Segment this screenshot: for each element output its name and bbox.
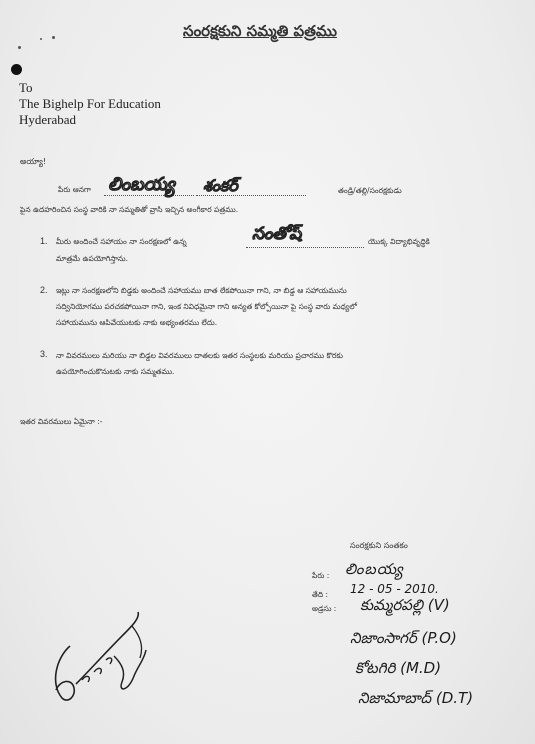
item-number: 1. bbox=[40, 236, 48, 246]
handwritten-date: 12 - 05 - 2010. bbox=[350, 582, 439, 596]
student-signature bbox=[48, 606, 158, 710]
signature-stroke bbox=[76, 612, 138, 684]
to-label: To bbox=[19, 80, 33, 95]
punch-hole-dot bbox=[11, 64, 22, 75]
item-3-text-line1: నా వివరములు మరియు నా బిడ్డల వివరములు దాతలకు ఇతర సంస్థలకు మరియు ప్రచారము కొరకు bbox=[56, 351, 343, 360]
handwritten-address-line: నిజామాబాద్ (D.T) bbox=[358, 689, 474, 707]
recipient-city: Hyderabad bbox=[19, 112, 77, 127]
handwritten-father-name: లింబయ్య bbox=[108, 174, 175, 195]
signature-stroke bbox=[56, 646, 75, 700]
recipient-org: The Bighelp For Education bbox=[19, 96, 161, 111]
guardian-signature-label: సంరక్షకుని సంతకం bbox=[350, 541, 408, 550]
item-1-text-prefix: మీరు అందించే సహాయం నా సంరక్షణలో ఉన్న bbox=[56, 237, 187, 246]
scan-speck bbox=[18, 46, 21, 49]
item-2-text-line1: ఇట్లు నా సంరక్షణలోని బిడ్డకు అందించే సహాయము బాత లేకపోయినా గాని, నా బిడ్డ ఆ సహాయమును bbox=[56, 286, 347, 295]
date-label: తేది : bbox=[312, 590, 329, 599]
item-2-text-line2: సద్వినియోగము పరచకపోయినా గాని, ఇంక నివిధమైనా గాని అన్యత కోల్పోయినా పై సంస్థ వారు మధ్యలో bbox=[56, 302, 357, 311]
handwritten-student-name: సంతోష్ bbox=[252, 224, 302, 244]
item-number: 2. bbox=[40, 285, 48, 295]
handwritten-address-line: కోటగిరి (M.D) bbox=[355, 659, 442, 677]
address-label: అడ్రసు : bbox=[312, 604, 337, 613]
salutation: అయ్యా! bbox=[20, 157, 47, 166]
scan-speck bbox=[40, 38, 42, 40]
handwritten-address-line: కుమ్మరపల్లి (V) bbox=[360, 596, 450, 614]
handwritten-surname: శంకర్ bbox=[203, 176, 238, 195]
item-number: 3. bbox=[40, 349, 48, 359]
item-1-text-suffix: యొక్క విద్యాభివృద్ధికి bbox=[368, 237, 430, 246]
signature-stroke bbox=[132, 626, 142, 658]
item-1-text-line2: మాత్రమే ఉపయోగిస్తాను. bbox=[56, 254, 128, 263]
page-title: సంరక్షకుని సమ్మతి పత్రము bbox=[183, 22, 337, 40]
intro-suffix: తండ్రి/తల్లి/సంరక్షకుడు bbox=[338, 186, 402, 195]
handwritten-guardian-name: లింబయ్య bbox=[345, 560, 404, 578]
scan-speck bbox=[52, 36, 55, 39]
handwritten-address-line: నిజాంసాగర్ (P.O) bbox=[350, 629, 457, 647]
intro-prefix: పేరు ఆనగా bbox=[58, 185, 91, 194]
name-label: పేరు : bbox=[312, 571, 330, 580]
item-2-text-line3: సహాయమును ఆపివేయుటకు నాకు అభ్యంతరము లేదు. bbox=[56, 318, 218, 327]
intro-line2: పైన ఉదహరించిన సంస్థ వారికి నా సమ్మతితో వ్రాసి ఇచ్చిన అంగీకార పత్రము. bbox=[20, 205, 239, 214]
item-3-text-line2: ఉపయోగించుకొనుటకు నాకు సమ్మతము. bbox=[56, 367, 175, 376]
other-details-label: ఇతర వివరములు ఏమైనా :- bbox=[20, 417, 103, 426]
